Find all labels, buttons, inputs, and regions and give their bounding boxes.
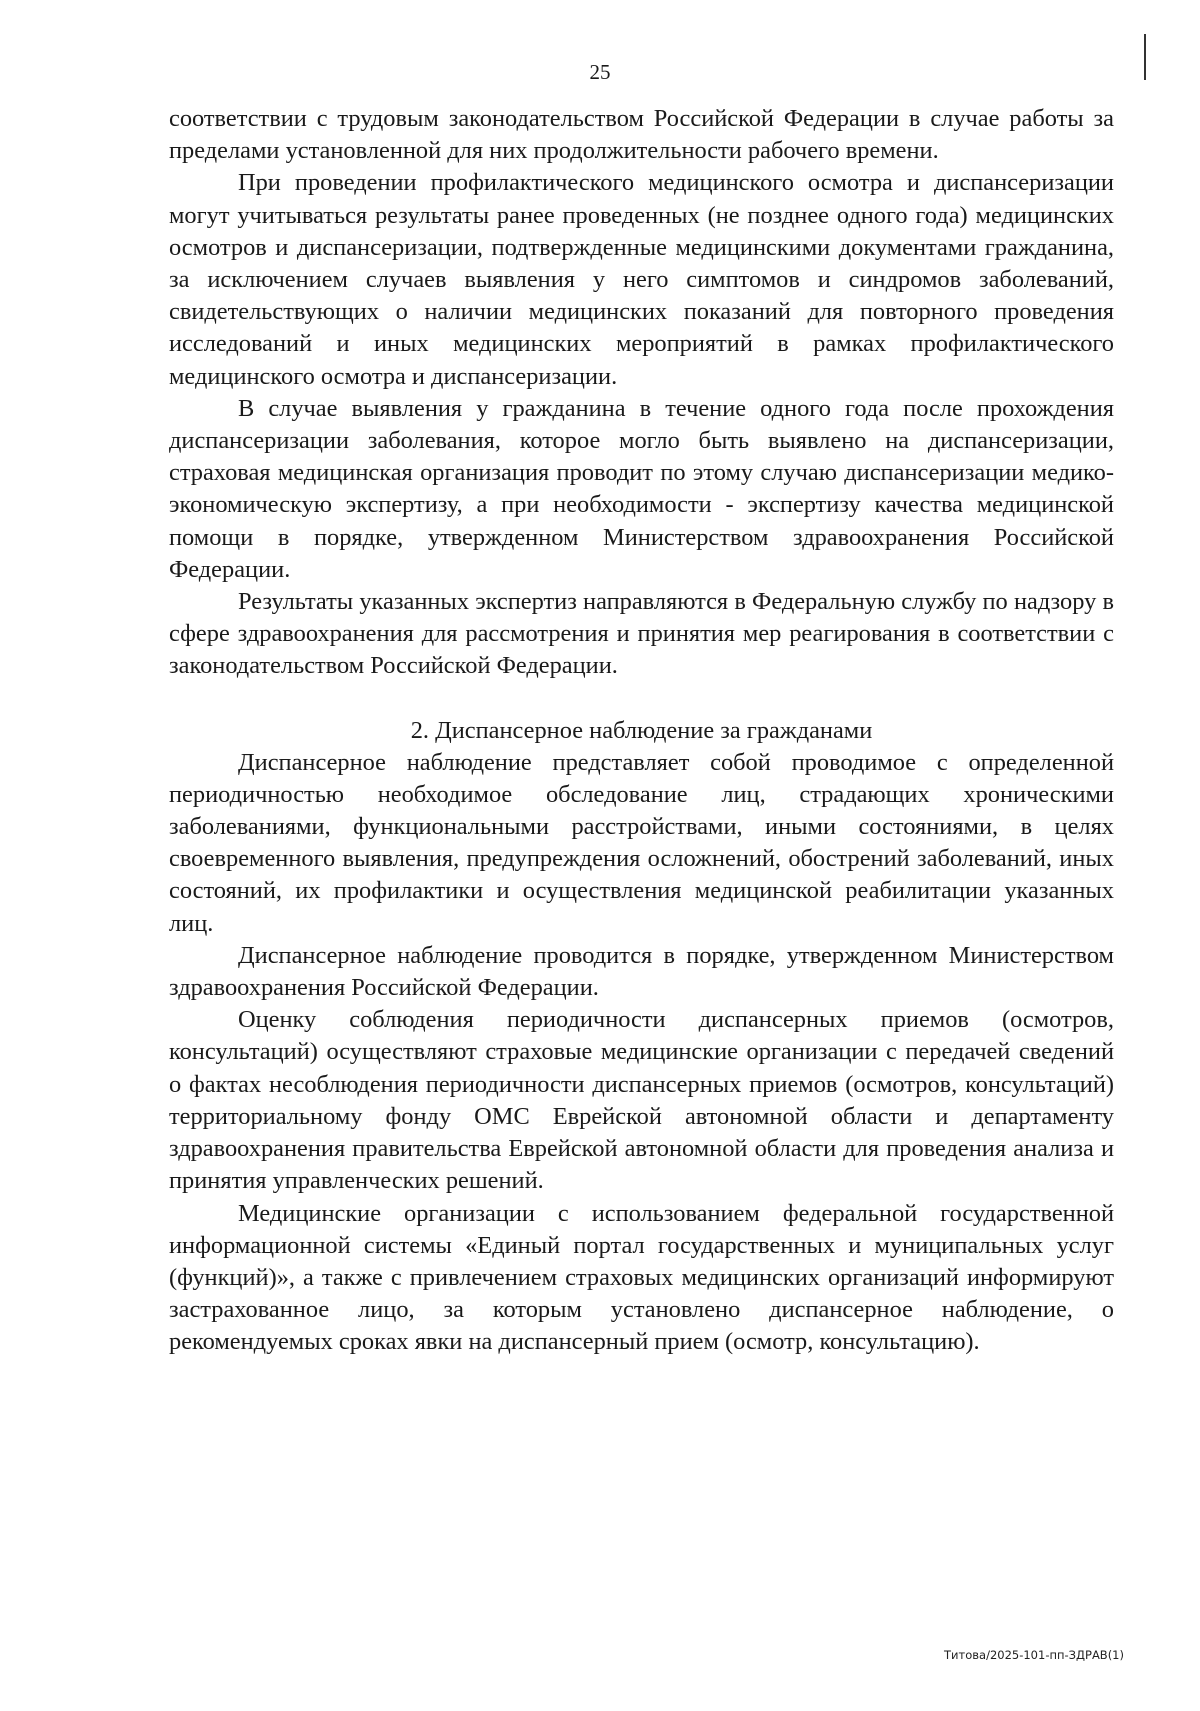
paragraph: Диспансерное наблюдение представляет собой проводимое с определенной периодичностью необходимое обследование лиц, страдающих хроническими заболеваниями, функциональными расстройствами, иными состояниями, в целях своевременного выявления, предупреждения осложнений, обострений заболеваний, иных состояний, их профилактики и осуществления медицинской реабилитации указанных лиц. (169, 748, 1114, 937)
document-body (169, 103, 1114, 1359)
section-heading: 2. Диспансерное наблюдение за гражданами (410, 716, 873, 744)
document-footer-code: Титова/2025-101-пп-ЗДРАВ(1) (944, 1648, 1124, 1662)
paragraph: Результаты указанных экспертиз направляются в Федеральную службу по надзору в сфере здравоохранения для рассмотрения и принятия мер реагирования в соответствии с законодательством Российской Федерации. (169, 588, 1114, 680)
page-number: 25 (589, 60, 611, 84)
paragraph-continuation: соответствии с трудовым законодательством Российской Федерации в случае работы за пределами установленной для них продолжительности рабочего времени. (169, 105, 1114, 165)
paragraph: Оценку соблюдения периодичности диспансерных приемов (осмотров, консультаций) осуществляют страховые медицинские организации с передачей сведений о фактах несоблюдения периодичности диспансерных приемов (осмотров, консультаций) территориальному фонду ОМС Еврейской автономной области и департаменту здравоохранения правительства Еврейской автономной области для проведения анализа и принятия управленческих решений. (169, 1006, 1114, 1195)
paragraph: Медицинские организации с использованием федеральной государственной информационной системы «Единый портал государственных и муниципальных услуг (функций)», а также с привлечением страховых медицинских организаций информируют застрахованное лицо, за которым установлено диспансерное наблюдение, о рекомендуемых сроках явки на диспансерный прием (осмотр, консультацию). (169, 1199, 1114, 1356)
paragraph: Диспансерное наблюдение проводится в порядке, утвержденном Министерством здравоохранения Российской Федерации. (169, 941, 1114, 1002)
paragraph: При проведении профилактического медицинского осмотра и диспансеризации могут учитываться результаты ранее проведенных (не позднее одного года) медицинских осмотров и диспансеризации, подтвержденные медицинскими документами гражданина, за исключением случаев выявления у него симптомов и синдромов заболеваний, свидетельствующих о наличии медицинских показаний для повторного проведения исследований и иных медицинских мероприятий в рамках профилактического медицинского осмотра и диспансеризации. (169, 169, 1114, 390)
scan-edge-mark (1144, 34, 1146, 80)
paragraph: В случае выявления у гражданина в течение одного года после прохождения диспансеризации заболевания, которое могло быть выявлено на диспансеризации, страховая медицинская организация проводит по этому случаю диспансеризации медико-экономическую экспертизу, а при необходимости - экспертизу качества медицинской помощи в порядке, утвержденном Министерством здравоохранения Российской Федерации. (169, 394, 1114, 583)
